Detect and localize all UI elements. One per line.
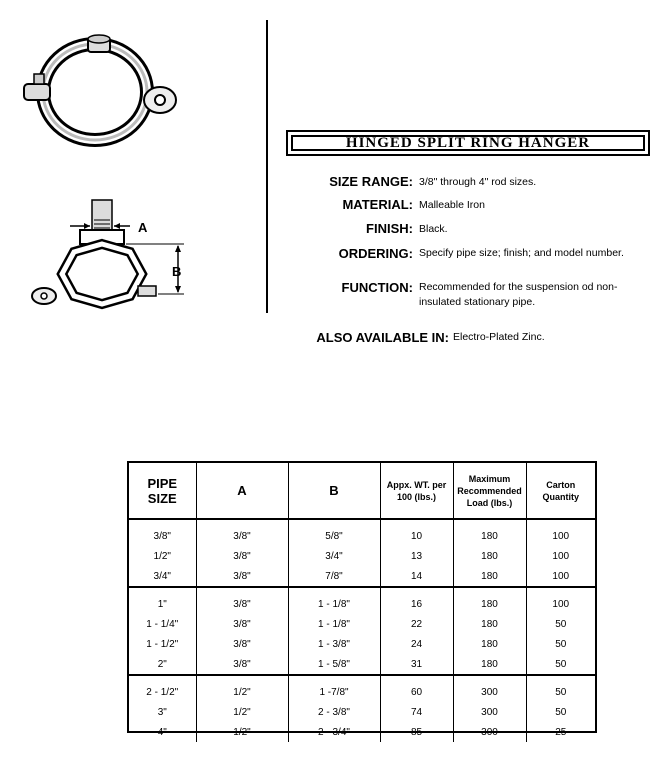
cell-b: 5/8" <box>288 519 380 546</box>
table-row <box>129 654 595 675</box>
cell-carton-qty: 50 <box>526 702 595 722</box>
cell-pipe-size: 1 - 1/2" <box>146 638 179 650</box>
cell-weight: 74 <box>380 702 453 722</box>
cell-pipe-size: 4" <box>157 726 167 738</box>
table-row <box>129 519 595 546</box>
cell-max-load: 180 <box>453 587 526 614</box>
cell-max-load: 180 <box>453 519 526 546</box>
cell-carton-qty: 100 <box>526 566 595 587</box>
table-header-row <box>129 463 595 519</box>
cell-max-load: 180 <box>453 654 526 675</box>
cell-max-load: 180 <box>453 614 526 634</box>
cell-carton-qty: 100 <box>526 519 595 546</box>
header-a: A <box>196 463 288 519</box>
cell-pipe-size: 1 - 1/4" <box>146 618 179 630</box>
cell-carton-qty: 50 <box>526 614 595 634</box>
spec-value-also-available: Electro-Plated Zinc. <box>453 331 545 343</box>
cell-carton-qty: 25 <box>526 722 595 742</box>
cell-pipe-size: 3/8" <box>153 530 171 542</box>
cell-max-load: 180 <box>453 546 526 566</box>
cell-pipe-size: 1" <box>157 598 167 610</box>
spec-label-also-available: ALSO AVAILABLE IN: <box>316 330 449 345</box>
spec-label-finish: FINISH: <box>366 221 413 236</box>
cell-max-load: 300 <box>453 675 526 702</box>
cell-weight: 13 <box>380 546 453 566</box>
table-row <box>129 722 595 742</box>
product-title: HINGED SPLIT RING HANGER <box>286 130 650 156</box>
cell-pipe-size: 3" <box>157 706 167 718</box>
cell-a: 3/8" <box>196 566 288 587</box>
cell-carton-qty: 50 <box>526 654 595 675</box>
cell-b: 3/4" <box>288 546 380 566</box>
cell-weight: 14 <box>380 566 453 587</box>
cell-a: 3/8" <box>196 519 288 546</box>
spec-value-finish: Black. <box>419 223 448 235</box>
cell-weight: 10 <box>380 519 453 546</box>
table-row <box>129 566 595 587</box>
header-carton-qty: Carton Quantity <box>526 463 595 519</box>
cell-b: 7/8" <box>288 566 380 587</box>
cell-b: 2 - 3/8" <box>288 702 380 722</box>
cell-b: 1 - 1/8" <box>288 614 380 634</box>
spec-label-size-range: SIZE RANGE: <box>329 174 413 189</box>
cell-a: 3/8" <box>196 654 288 675</box>
table-row <box>129 614 595 634</box>
cell-a: 3/8" <box>196 587 288 614</box>
cell-weight: 24 <box>380 634 453 654</box>
cell-weight: 31 <box>380 654 453 675</box>
cell-max-load: 300 <box>453 702 526 722</box>
cell-b: 1 -7/8" <box>288 675 380 702</box>
spec-label-ordering: ORDERING: <box>338 246 413 261</box>
split-ring-hanger-illustration <box>10 30 180 150</box>
vertical-divider <box>266 20 268 313</box>
cell-max-load: 180 <box>453 634 526 654</box>
cell-weight: 22 <box>380 614 453 634</box>
cell-weight: 85 <box>380 722 453 742</box>
cell-carton-qty: 100 <box>526 546 595 566</box>
cell-b: 1 - 1/8" <box>288 587 380 614</box>
header-b: B <box>288 463 380 519</box>
spec-value-material: Malleable Iron <box>419 199 485 211</box>
cell-weight: 16 <box>380 587 453 614</box>
table-row <box>129 587 595 614</box>
cell-carton-qty: 50 <box>526 675 595 702</box>
specification-table <box>127 461 597 738</box>
header-weight: Appx. WT. per 100 (lbs.) <box>380 463 453 519</box>
cell-a: 1/2" <box>196 702 288 722</box>
dimension-label-b: B <box>172 264 182 279</box>
table-row <box>129 634 595 654</box>
spec-value-size-range: 3/8" through 4" rod sizes. <box>419 176 537 188</box>
cell-a: 3/8" <box>196 546 288 566</box>
cell-weight: 60 <box>380 675 453 702</box>
cell-pipe-size: 2 - 1/2" <box>146 686 179 698</box>
cell-max-load: 300 <box>453 722 526 742</box>
cell-b: 1 - 3/8" <box>288 634 380 654</box>
dimension-drawing <box>30 190 200 320</box>
cell-a: 1/2" <box>196 675 288 702</box>
table-row <box>129 675 595 702</box>
cell-carton-qty: 50 <box>526 634 595 654</box>
spec-label-function: FUNCTION: <box>341 280 413 295</box>
header-pipe-size: PIPE SIZE <box>129 463 196 519</box>
cell-pipe-size: 2" <box>129 654 196 675</box>
cell-pipe-size: 1/2" <box>153 550 171 562</box>
table-row <box>129 702 595 722</box>
dimension-label-a: A <box>138 220 148 235</box>
spec-label-material: MATERIAL: <box>342 197 413 212</box>
cell-b: 1 - 5/8" <box>288 654 380 675</box>
cell-pipe-size: 3/4" <box>129 566 196 587</box>
spec-value-ordering: Specify pipe size; finish; and model number. <box>419 247 624 259</box>
cell-a: 3/8" <box>196 634 288 654</box>
table-row <box>129 546 595 566</box>
cell-a: 3/8" <box>196 614 288 634</box>
spec-value-function: Recommended for the suspension od non-insulated stationary pipe. <box>419 281 618 308</box>
cell-max-load: 180 <box>453 566 526 587</box>
cell-carton-qty: 100 <box>526 587 595 614</box>
cell-a: 1/2" <box>196 722 288 742</box>
header-max-load: Maximum Recommended Load (lbs.) <box>453 463 526 519</box>
cell-b: 2 - 3/4" <box>288 722 380 742</box>
